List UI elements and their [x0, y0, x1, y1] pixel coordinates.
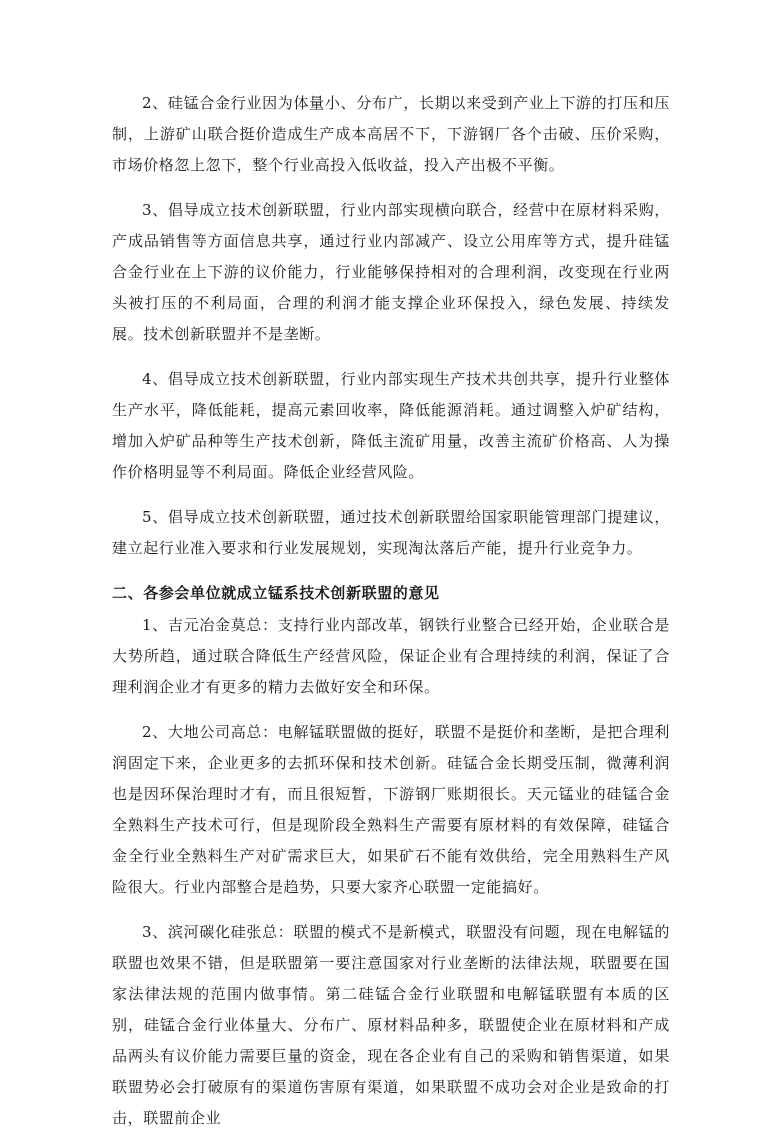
opinion-paragraph-2: 2、大地公司高总：电解锰联盟做的挺好，联盟不是挺价和垄断，是把合理利润固定下来，企业更多的去抓环保和技术创新。硅锰合金长期受压制，微薄利润也是因环保治理时才有，而且很短暂，下游钢厂账期很长。天元锰业的硅锰合金全熟料生产技术可行，但是现阶段全熟料生产需要有原材料的有效保障，硅锰合金全行业全熟料生产对矿需求巨大，如果矿石不能有效供给，完全用熟料生产风险很大。行业内部整合是趋势，只要大家齐心联盟一定能搞好。 [112, 723, 670, 896]
section-heading: 二、各参会单位就成立锰系技术创新联盟的意见 [112, 584, 440, 602]
paragraph-2: 2、硅锰合金行业因为体量小、分布广，长期以来受到产业上下游的打压和压制，上游矿山联合挺价造成生产成本高居不下，下游钢厂各个击破、压价采购，市场价格忽上忽下，整个行业高投入低收益，投入产出极不平衡。 [112, 94, 670, 174]
opinion-paragraph-3: 3、滨河碳化硅张总：联盟的模式不是新模式，联盟没有问题，现在电解锰的联盟也效果不错，但是联盟第一要注意国家对行业垄断的法律法规，联盟要在国家法律法规的范围内做事情。第二硅锰合金行业联盟和电解锰联盟有本质的区别，硅锰合金行业体量大、分布广、原材料品种多，联盟使企业在原材料和产成品两头有议价能力需要巨量的资金，现在各企业有自己的采购和销售渠道，如果联盟势必会打破原有的渠道伤害原有渠道，如果联盟不成功会对企业是致命的打击，联盟前企业 [112, 923, 670, 1127]
paragraph-3: 3、倡导成立技术创新联盟，行业内部实现横向联合，经营中在原材料采购，产成品销售等方面信息共享，通过行业内部减产、设立公用库等方式，提升硅锰合金行业在上下游的议价能力，行业能够保持相对的合理利润，改变现在行业两头被打压的不利局面，合理的利润才能支撑企业环保投入，绿色发展、持续发展。技术创新联盟并不是垄断。 [112, 201, 670, 343]
document-body [112, 88, 670, 1148]
paragraph-4: 4、倡导成立技术创新联盟，行业内部实现生产技术共创共享，提升行业整体生产水平，降低能耗，提高元素回收率，降低能源消耗。通过调整入炉矿结构，增加入炉矿品种等生产技术创新，降低主流矿用量，改善主流矿价格高、人为操作价格明显等不利局面。降低企业经营风险。 [112, 370, 670, 481]
opinion-paragraph-1: 1、吉元冶金莫总：支持行业内部改革，钢铁行业整合已经开始，企业联合是大势所趋，通过联合降低生产经营风险，保证企业有合理持续的利润，保证了合理利润企业才有更多的精力去做好安全和环保。 [112, 616, 670, 696]
paragraph-5: 5、倡导成立技术创新联盟，通过技术创新联盟给国家职能管理部门提建议，建立起行业准入要求和行业发展规划，实现淘汰落后产能，提升行业竞争力。 [112, 508, 670, 557]
